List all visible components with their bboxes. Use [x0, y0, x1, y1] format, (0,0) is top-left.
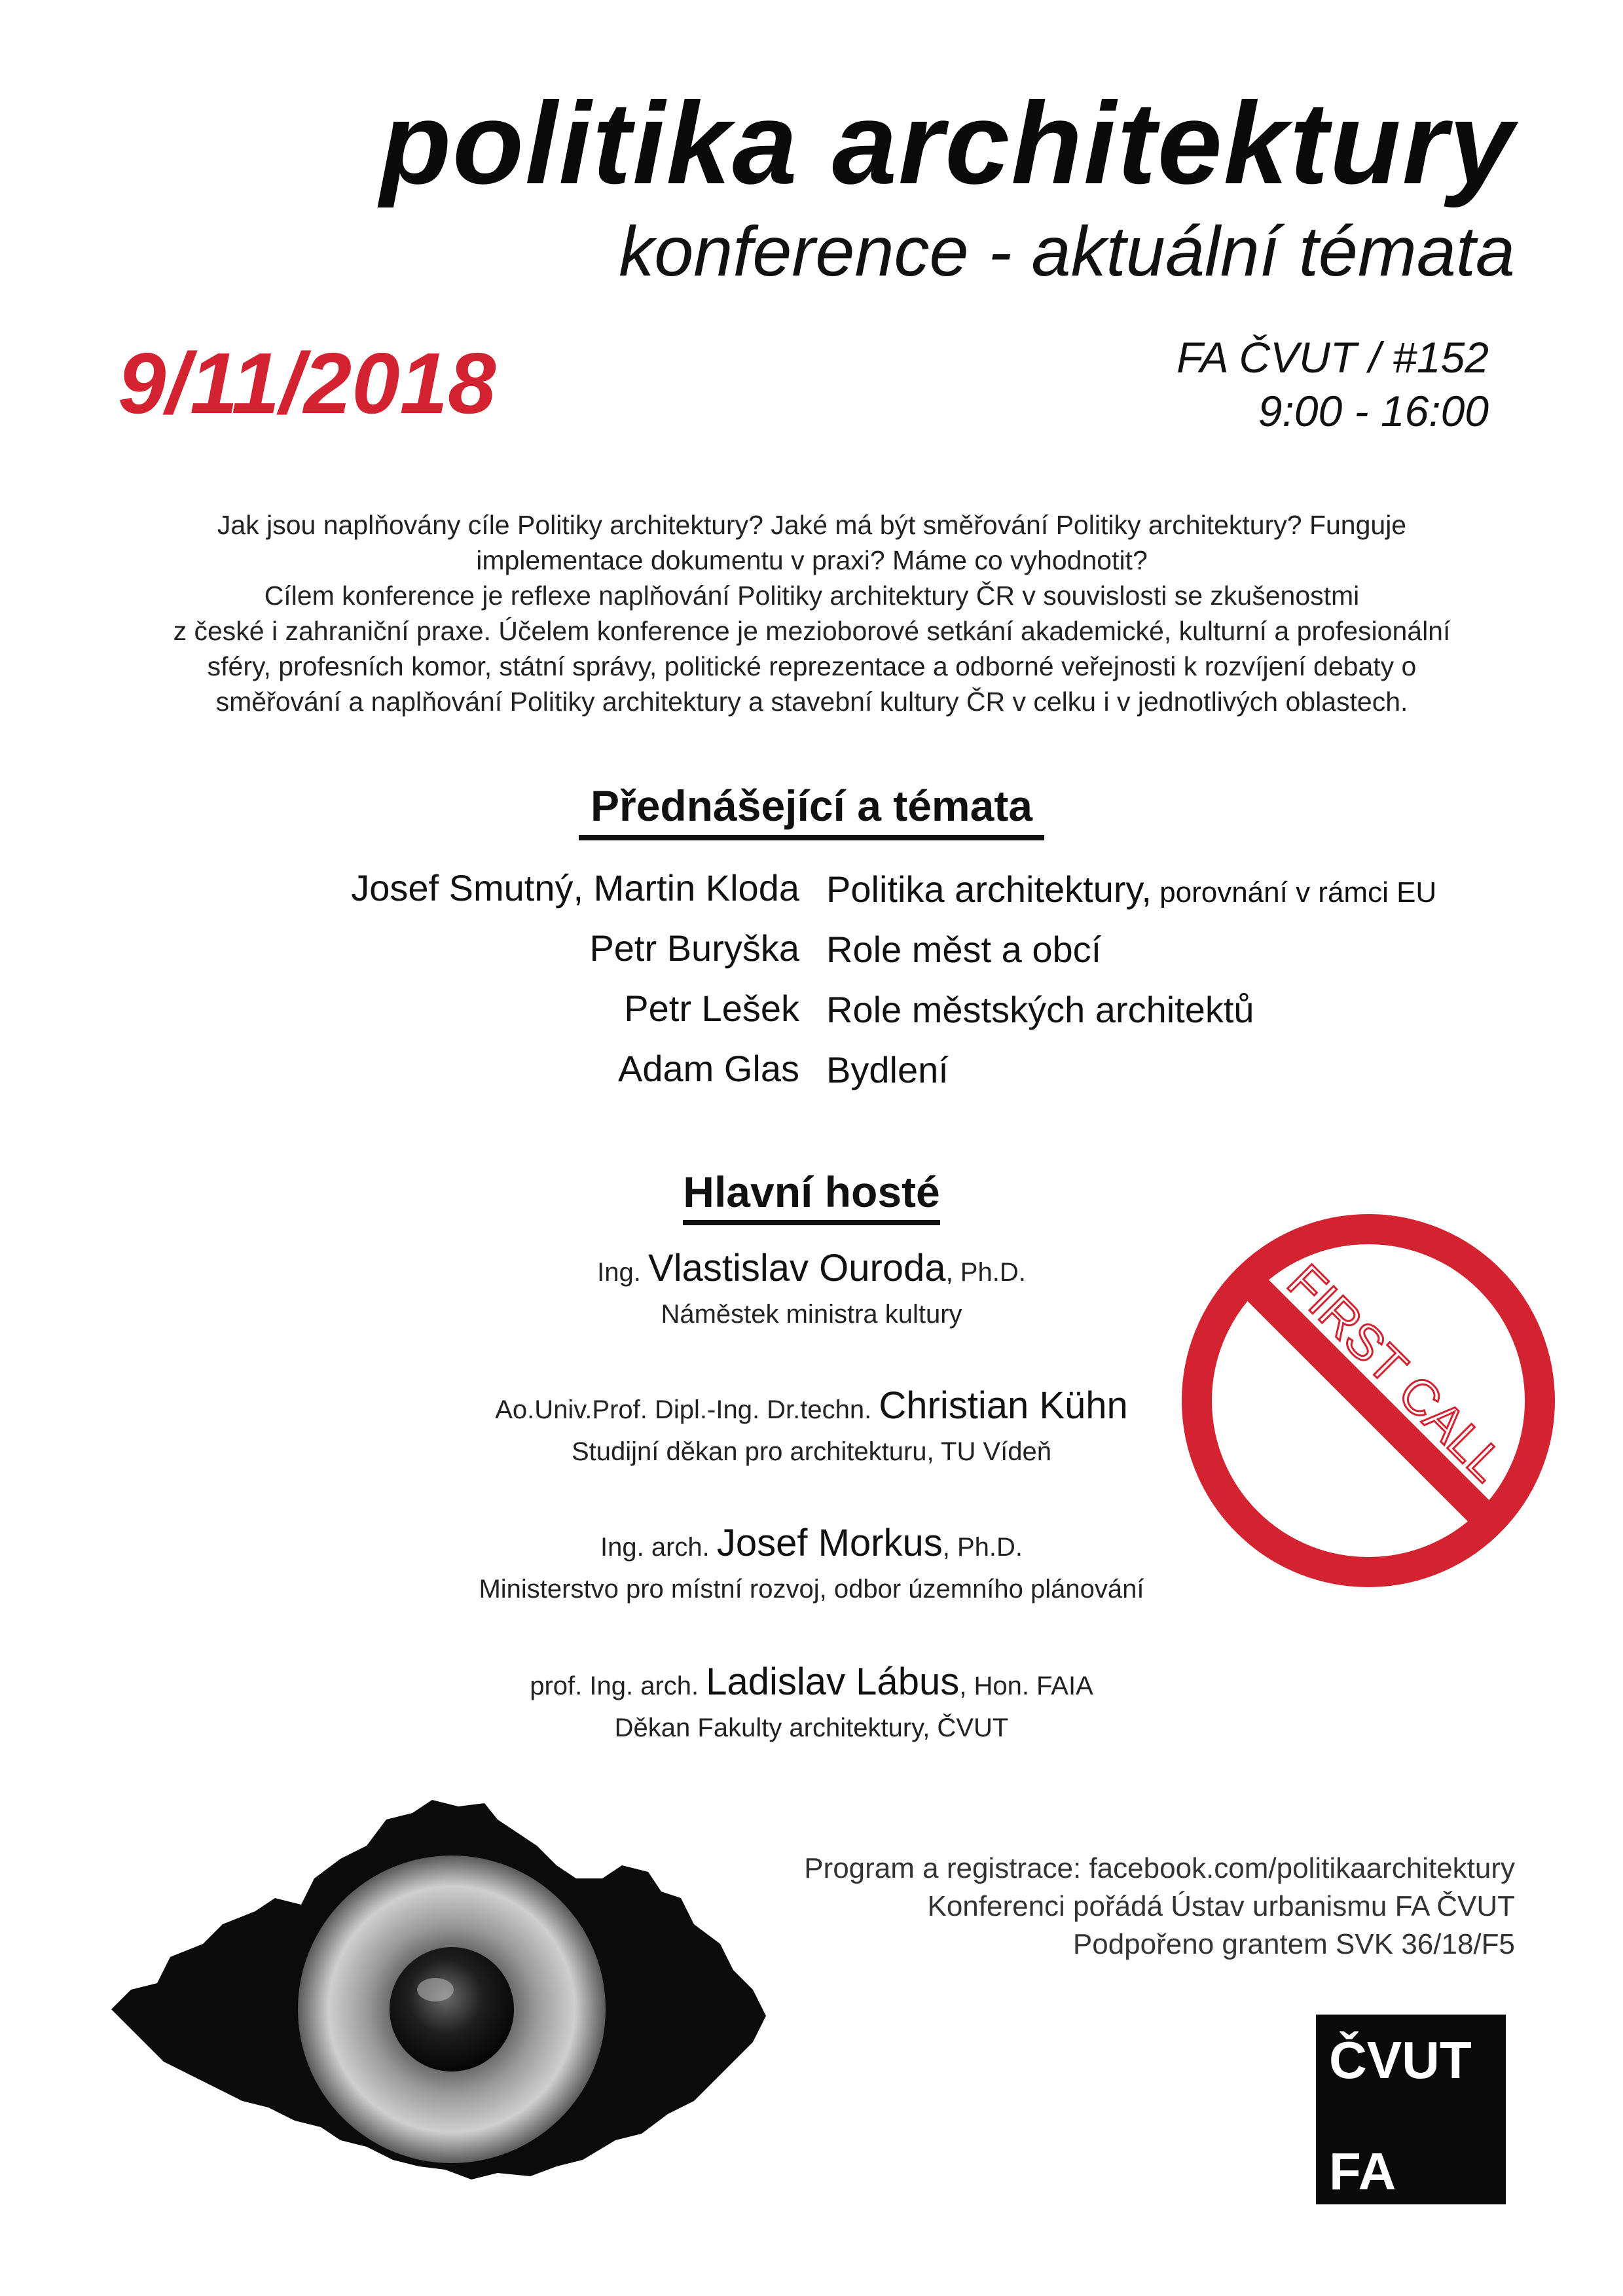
logo-line-2: FA	[1329, 2142, 1396, 2200]
speaker-topic	[826, 865, 1436, 917]
page-subtitle: konference - aktuální témata	[619, 211, 1515, 291]
speaker-topic-note: porovnání v rámci EU	[1151, 876, 1437, 908]
speaker-row	[0, 925, 1623, 986]
event-venue: FA ČVUT / #152	[1176, 333, 1489, 382]
guest-role: Děkan Fakulty architektury, ČVUT	[614, 1713, 1009, 1742]
speaker-row	[0, 1046, 1623, 1106]
guests-heading-text: Hlavní hosté	[683, 1170, 939, 1225]
eye-pupil	[390, 1947, 514, 2072]
guest-suffix: , Ph.D.	[942, 1533, 1023, 1562]
speakers-heading-text: Přednášející a témata	[579, 784, 1044, 840]
speaker-topic-main: Politika architektury,	[826, 869, 1152, 910]
footer-registration: Program a registrace: facebook.com/politikaarchitektury	[804, 1852, 1515, 1884]
logo-line-1: ČVUT	[1329, 2031, 1472, 2089]
guest-suffix: , Ph.D.	[945, 1258, 1026, 1287]
event-time: 9:00 - 16:00	[1258, 387, 1489, 435]
speaker-name: Petr Lešek	[624, 988, 799, 1029]
cvut-fa-logo	[1316, 2015, 1506, 2204]
guest-prefix: Ing.	[597, 1258, 649, 1287]
speaker-row	[0, 865, 1623, 925]
eye-in-map-graphic	[105, 1793, 773, 2186]
guest-role: Náměstek ministra kultury	[661, 1300, 962, 1329]
intro-line: směřování a naplňování Politiky architektury a stavební kultury ČR v celku i v jednotlivých oblastech.	[215, 687, 1408, 717]
footer-organizer: Konferenci pořádá Ústav urbanismu FA ČVUT	[927, 1890, 1515, 1922]
speaker-topic-main: Role městských architektů	[826, 989, 1254, 1030]
speaker-row	[0, 986, 1623, 1046]
speaker-topic-main: Role měst a obcí	[826, 929, 1102, 970]
speaker-name: Petr Buryška	[589, 927, 799, 969]
guest-prefix: Ao.Univ.Prof. Dipl.-Ing. Dr.techn.	[495, 1395, 879, 1424]
footer-grant: Podpořeno grantem SVK 36/18/F5	[1072, 1928, 1515, 1960]
intro-paragraph	[98, 507, 1525, 719]
speakers-heading	[0, 781, 1623, 840]
guest-prefix: Ing. arch.	[600, 1533, 717, 1562]
intro-line: Cílem konference je reflexe naplňování Politiky architektury ČR v souvislosti se zkušenostmi	[264, 581, 1360, 611]
speaker-topic	[826, 925, 1101, 974]
intro-line: Jak jsou naplňovány cíle Politiky architektury? Jaké má být směřování Politiky architektury? Funguje	[217, 510, 1407, 540]
guest-entry	[0, 1659, 1623, 1747]
guest-suffix: , Hon. FAIA	[959, 1672, 1093, 1700]
event-venue-time	[1176, 331, 1489, 438]
speaker-topic	[826, 986, 1254, 1034]
speaker-topic-main: Bydlení	[826, 1049, 949, 1090]
intro-line: sféry, profesních komor, státní správy, politické reprezentace a odborné veřejnosti k rozvíjení debaty o	[207, 651, 1417, 681]
guest-name: Ladislav Lábus	[706, 1660, 960, 1703]
speaker-name: Adam Glas	[618, 1048, 799, 1089]
first-call-stamp-icon	[1165, 1198, 1571, 1604]
speaker-topic	[826, 1046, 949, 1094]
guest-title-line	[0, 1659, 1623, 1709]
intro-line: implementace dokumentu v praxi? Máme co vyhodnotit?	[476, 545, 1148, 575]
guest-role: Studijní děkan pro architekturu, TU Vídeň	[571, 1437, 1051, 1466]
speaker-name: Josef Smutný, Martin Kloda	[351, 867, 799, 908]
intro-line: z české i zahraniční praxe. Účelem konference je mezioborové setkání akademické, kulturní a profesionální	[173, 616, 1451, 646]
eye-highlight	[417, 1978, 454, 2001]
guest-role: Ministerstvo pro místní rozvoj, odbor územního plánování	[479, 1575, 1144, 1604]
footer-info	[804, 1850, 1515, 1964]
event-date: 9/11/2018	[118, 335, 496, 431]
stamp-label: FIRST CALL	[1277, 1254, 1515, 1492]
guest-name: Josef Morkus	[716, 1522, 943, 1564]
guest-name: Vlastislav Ouroda	[648, 1247, 946, 1289]
guest-prefix: prof. Ing. arch.	[530, 1672, 706, 1700]
page-title: politika architektury	[380, 78, 1515, 208]
guest-name: Christian Kühn	[879, 1384, 1128, 1427]
